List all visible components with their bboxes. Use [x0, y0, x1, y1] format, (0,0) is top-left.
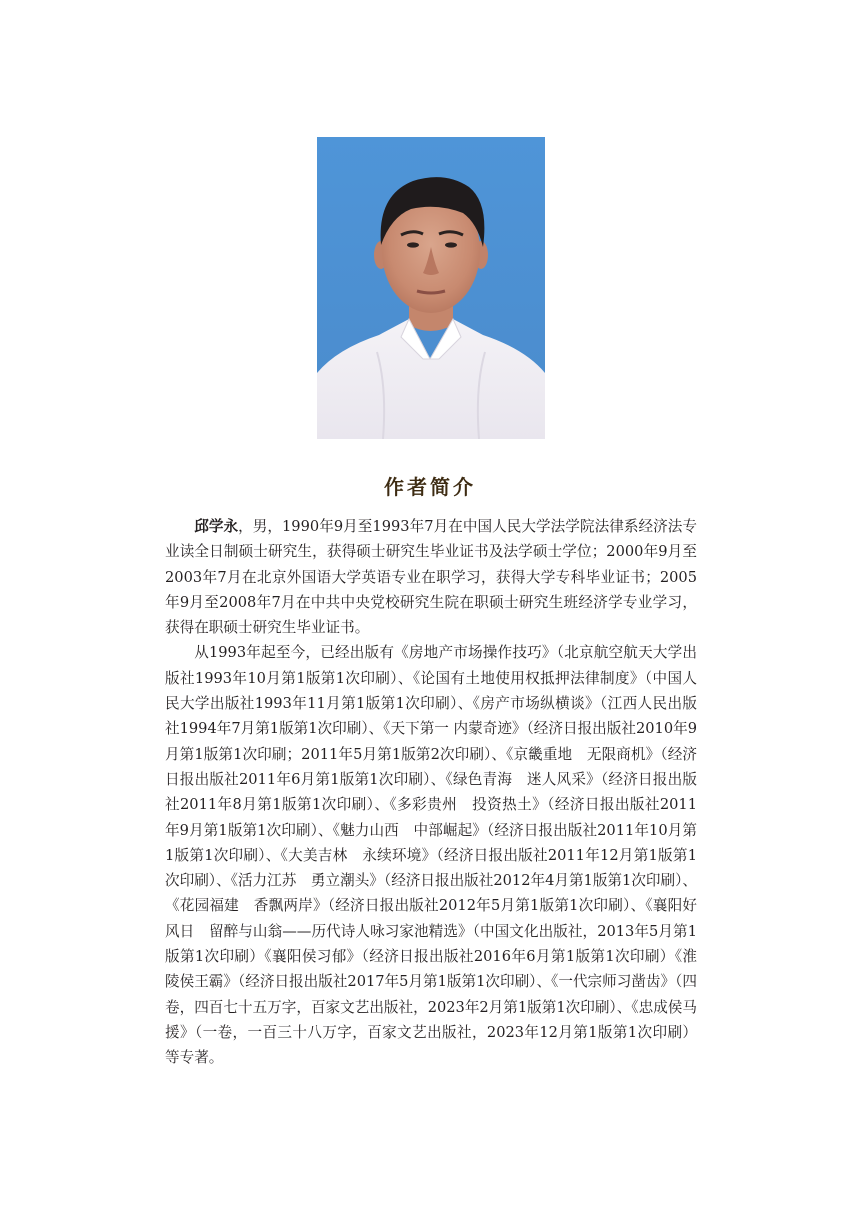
bio-paragraph-works: 从1993年起至今，已经出版有《房地产市场操作技巧》（北京航空航天大学出版社1993年10月第1版第1次印刷）、《论国有土地使用权抵押法律制度》（中国人民大学出版社1993年11月第1版第1次印刷）、《房产市场纵横谈》（江西人民出版社1994年7月第1版第1次印刷）、《天下第一 内蒙奇迹》（经济日报出版社2010年9月第1版第1次印刷；2011年5月第1版第2次印刷）、《京畿重地 无限商机》（经济日报出版社2011年6月第1版第1次印刷）、《绿色青海 迷人风采》（经济日报出版社2011年8月第1版第1次印刷）、《多彩贵州 投资热土》（经济日报出版社2011年9月第1版第1次印刷）、《魅力山西 中部崛起》（经济日报出版社2011年10月第1版第1次印刷）、《大美吉林 永续环境》（经济日报出版社2011年12月第1版第1次印刷）、《活力江苏 勇立潮头》（经济日报出版社2012年4月第1版第1次印刷）、《花园福建 香飘两岸》（经济日报出版社2012年5月第1版第1次印刷）、《襄阳好风日 留醉与山翁——历代诗人咏习家池精选》（中国文化出版社，2013年5月第1版第1次印刷）《襄阳侯习郁》（经济日报出版社2016年6月第1版第1次印刷）《淮陵侯王霸》（经济日报出版社2017年5月第1版第1次印刷）、《一代宗师习凿齿》（四卷，四百七十五万字，百家文艺出版社，2023年2月第1版第1次印刷）、《忠成侯马援》（一卷，一百三十八万字，百家文艺出版社，2023年12月第1版第1次印刷）等专著。 — [165, 644, 697, 1067]
bio-intro-text: ，男，1990年9月至1993年7月在中国人民大学法学院法律系经济法专业读全日制硕士研究生，获得硕士研究生毕业证书及法学硕士学位；2000年9月至2003年7月在北京外国语大学英语专业在职学习，获得大学专科毕业证书；2005年9月至2008年7月在中共中央党校研究生院在职硕士研究生班经济学专业学习，获得在职硕士研究生毕业证书。 — [165, 518, 697, 637]
author-photo — [317, 137, 545, 439]
bio-paragraph-intro — [165, 514, 697, 640]
author-bio — [165, 514, 697, 1071]
author-name: 邱学永 — [194, 518, 239, 535]
page-title: 作者简介 — [384, 475, 476, 499]
portrait-image — [317, 137, 545, 439]
